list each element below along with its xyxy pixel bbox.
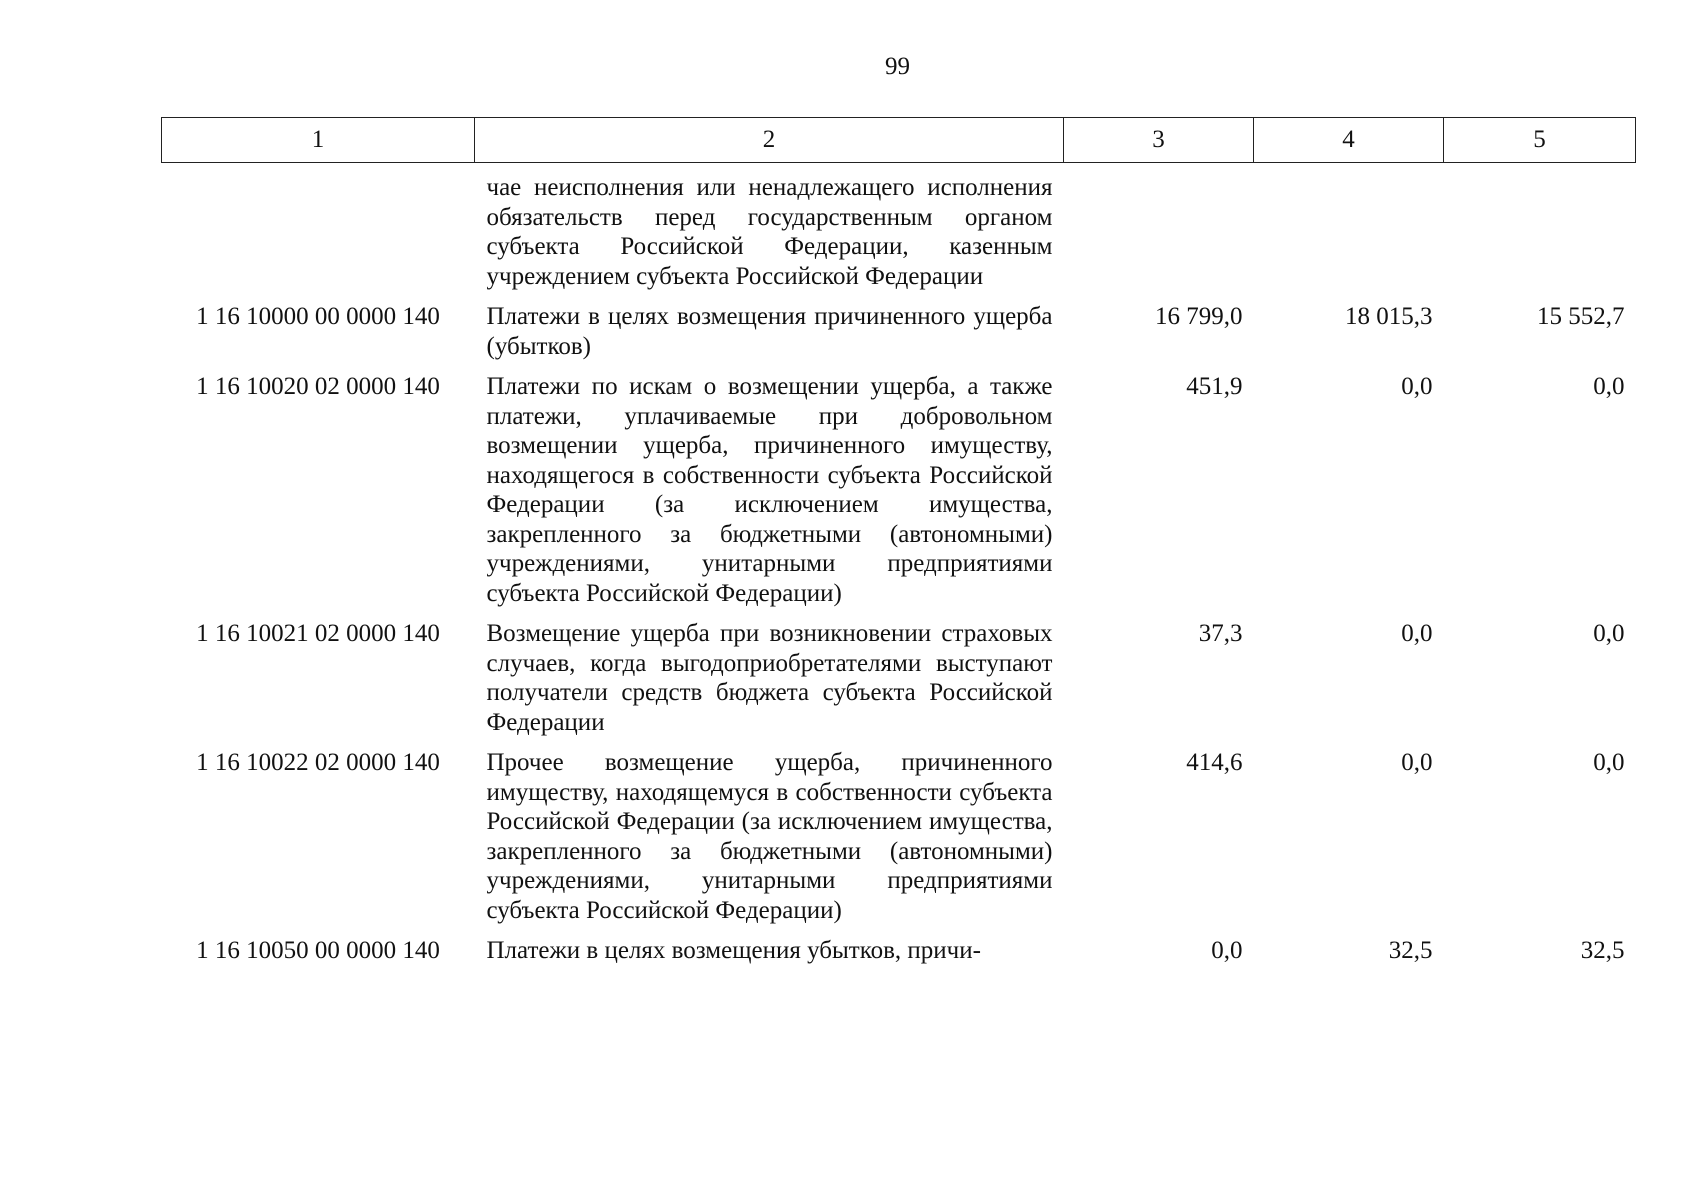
value-col-3: 414,6: [1186, 749, 1243, 776]
value-col-5: 0,0: [1593, 620, 1625, 647]
column-header-2: 2: [475, 118, 1064, 163]
value-col-5: 32,5: [1580, 937, 1625, 964]
value-col-5: [1444, 163, 1636, 303]
value-col-4: 32,5: [1388, 937, 1433, 964]
income-description: Прочее возмещение ущерба, причиненного имуществу, находящемуся в собственности субъекта Российской Федерации (за исключением имущества, закрепленного за бюджетными (автономными) учреждениями, унитарными предприятиями субъекта Российской Федерации): [486, 749, 1053, 924]
income-description: Платежи в целях возмещения причиненного ущерба (убытков): [486, 303, 1053, 360]
income-code: 1 16 10021 02 0000 140: [196, 620, 440, 647]
income-description: Возмещение ущерба при возникновении страховых случаев, когда выгодоприобретателями выступают получатели средств бюджета субъекта Российской Федерации: [486, 620, 1053, 736]
value-col-4: [1254, 163, 1444, 303]
page-number: 99: [885, 53, 910, 80]
value-col-3: 451,9: [1186, 373, 1243, 400]
column-header-5: 5: [1444, 118, 1636, 163]
table-row: [162, 163, 1636, 303]
column-header-1: 1: [162, 118, 475, 163]
value-col-3: 16 799,0: [1155, 303, 1243, 330]
income-description: Платежи по искам о возмещении ущерба, а также платежи, уплачиваемые при добровольном возмещении ущерба, причиненного имуществу, находящегося в собственности субъекта Российской Федерации (за исключением имущества, закрепленного за бюджетными (автономными) учреждениями, унитарными предприятиями субъекта Российской Федерации): [486, 373, 1053, 607]
table-row: [162, 748, 1636, 936]
table-row: [162, 372, 1636, 619]
value-col-3: 0,0: [1211, 937, 1243, 964]
income-description: Платежи в целях возмещения убытков, причи-: [486, 937, 981, 964]
value-col-5: 0,0: [1593, 749, 1625, 776]
column-header-3: 3: [1064, 118, 1254, 163]
value-col-3: 37,3: [1198, 620, 1243, 647]
budget-table: [161, 117, 1636, 977]
column-header-4: 4: [1254, 118, 1444, 163]
header-row: [162, 118, 1636, 163]
table-body: [162, 163, 1636, 977]
income-code: 1 16 10022 02 0000 140: [196, 749, 440, 776]
income-code: 1 16 10020 02 0000 140: [196, 373, 440, 400]
value-col-3: [1064, 163, 1254, 303]
income-code: 1 16 10050 00 0000 140: [196, 937, 440, 964]
value-col-5: 0,0: [1593, 373, 1625, 400]
table-row: [162, 619, 1636, 748]
value-col-4: 0,0: [1401, 373, 1433, 400]
value-col-4: 0,0: [1401, 749, 1433, 776]
table-row: [162, 302, 1636, 372]
value-col-5: 15 552,7: [1537, 303, 1625, 330]
income-code: [162, 163, 475, 303]
table-row: [162, 936, 1636, 977]
income-description: чае неисполнения или ненадлежащего исполнения обязательств перед государственным органом субъекта Российской Федерации, казенным учреждением субъекта Российской Федерации: [486, 174, 1053, 290]
table-header: [162, 118, 1636, 163]
value-col-4: 0,0: [1401, 620, 1433, 647]
value-col-4: 18 015,3: [1345, 303, 1433, 330]
income-code: 1 16 10000 00 0000 140: [196, 303, 440, 330]
